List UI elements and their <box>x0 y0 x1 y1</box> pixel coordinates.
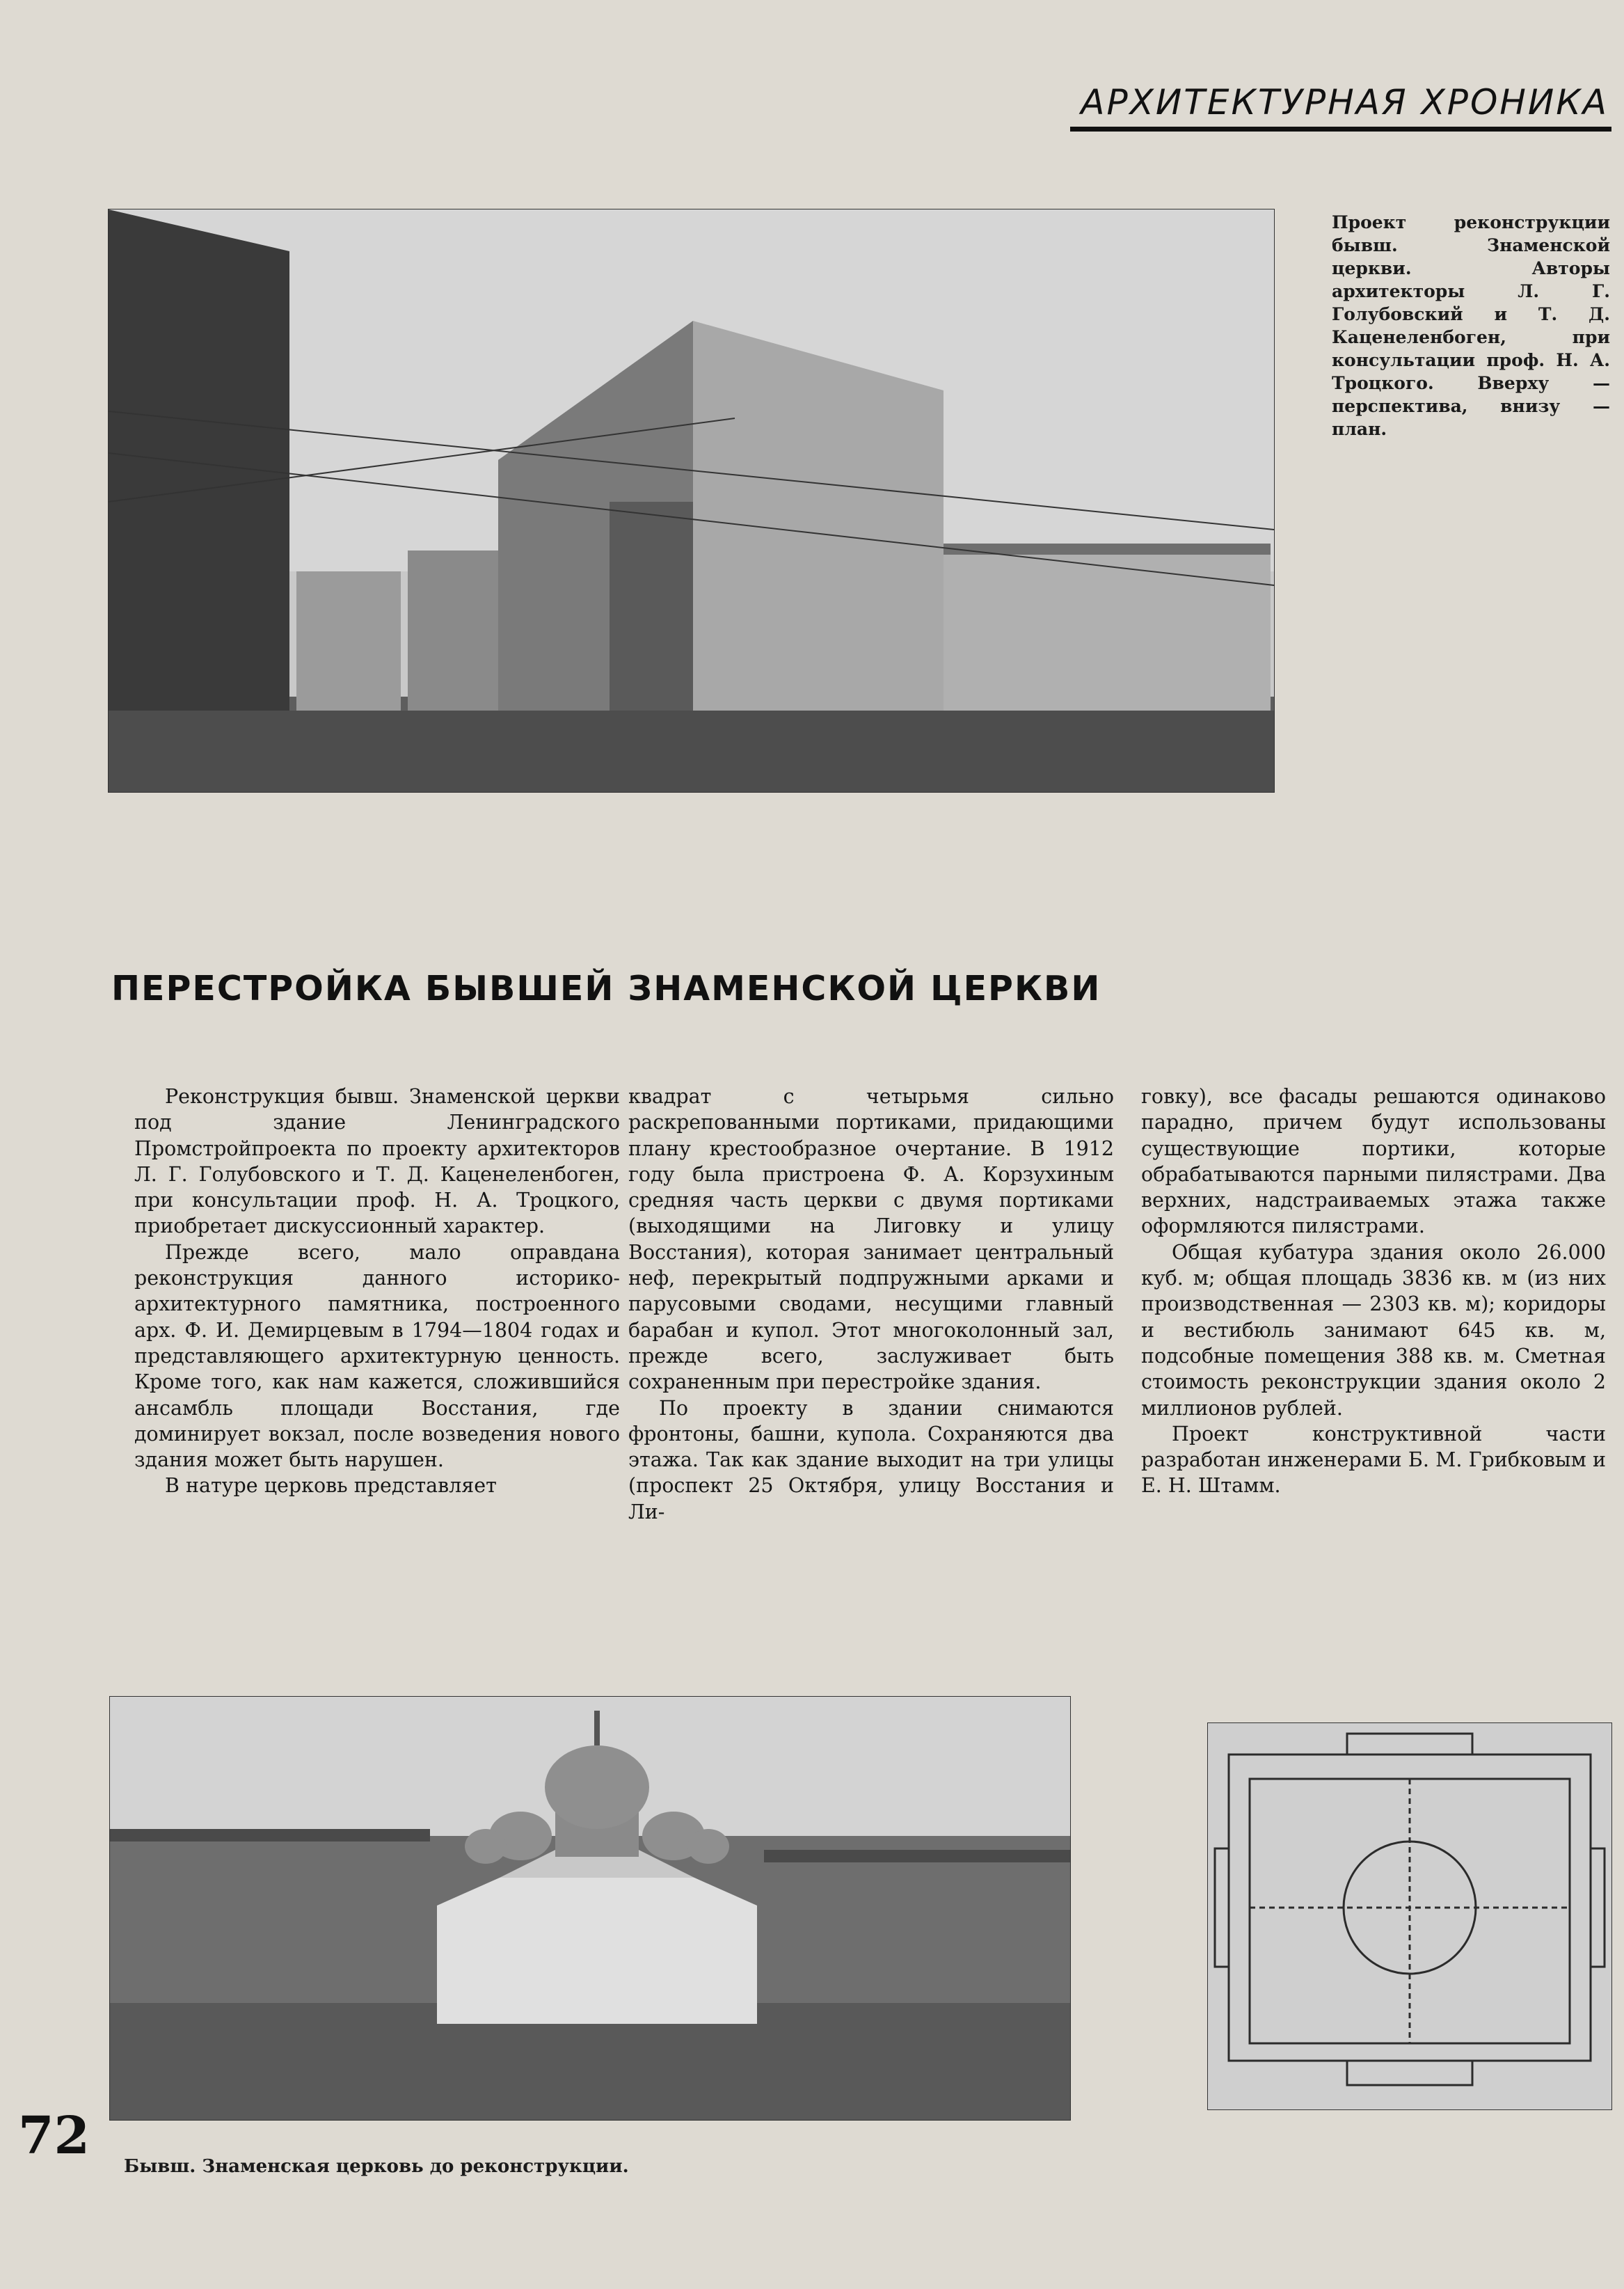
paragraph: Проект конструктивной части разработан инженерами Б. М. Грибковым и Е. Н. Штамм. <box>1141 1422 1606 1498</box>
paragraph: Прежде всего, мало оправдана реконструкция данного историко-архитектурного памятника, построенного арх. Ф. И. Демирцевым в 1794—1804 годах и представляющего архитектурную ценность. Кроме того, как нам кажется, сложившийся ансамбль площади Восстания, где доминирует вокзал, после возведения нового здания может быть нарушен. <box>134 1240 620 1472</box>
paragraph: говку), все фасады решаются одинаково парадно, причем будут использованы существующие портики, которые обрабатываются парными пилястрами. Два верхних, надстраиваемых этажа также оформляются пилястрами. <box>1141 1085 1606 1238</box>
section-title: АРХИТЕКТУРНАЯ ХРОНИКА <box>1081 82 1609 122</box>
photo-caption-bottom: Бывш. Знаменская церковь до реконструкции. <box>124 2156 629 2177</box>
floor-plan <box>1207 1722 1612 2110</box>
article-headline: ПЕРЕСТРОЙКА БЫВШЕЙ ЗНАМЕНСКОЙ ЦЕРКВИ <box>111 969 1101 1008</box>
article-column-2 <box>628 1084 1114 1525</box>
article-column-1 <box>134 1084 620 1499</box>
paragraph: квадрат с четырьмя сильно раскрепованными портиками, придающими плану крестообразное очертание. В 1912 году была пристроена Ф. А. Корзухиным средняя часть церкви с двумя портиками (выходящими на Лиговку и улицу Восстания), которая занимает центральный неф, перекрытый подпружными арками и парусовыми сводами, несущими главный барабан и купол. Этот многоколонный зал, прежде всего, заслуживает быть сохраненным при перестройке здания. <box>628 1085 1114 1394</box>
article-column-3 <box>1141 1084 1606 1499</box>
page-number: 72 <box>18 2106 90 2166</box>
paragraph: Реконструкция бывш. Знаменской церкви под здание Ленинградского Промстройпроекта по проекту архитекторов Л. Г. Голубовского и Т. Д. Каценеленбоген, при консультации проф. Н. А. Троцкого, приобретает дискуссионный характер. <box>134 1085 620 1238</box>
paragraph: В натуре церковь представляет <box>165 1474 497 1498</box>
photo-caption-top: Проект реконструкции бывш. Знаменской церкви. Авторы архитекторы Л. Г. Голубовский и Т. Д. Каценеленбоген, при консультации проф. Н. А. Троцкого. Вверху — перспектива, внизу — план. <box>1332 212 1610 439</box>
paragraph: Общая кубатура здания около 26.000 куб. м; общая площадь 3836 кв. м (из них производственная — 2303 кв. м); коридоры и вестибюль занимают 645 кв. м, подсобные помещения 388 кв. м. Сметная стоимость реконструкции здания около 2 миллионов рублей. <box>1141 1240 1606 1420</box>
paragraph: По проекту в здании снимаются фронтоны, башни, купола. Сохраняются два этажа. Так как здание выходит на три улицы (проспект 25 Октября, улицу Восстания и Ли- <box>628 1396 1114 1523</box>
perspective-photo <box>108 209 1275 793</box>
church-photo <box>109 1696 1071 2121</box>
header-rule <box>1070 127 1611 132</box>
